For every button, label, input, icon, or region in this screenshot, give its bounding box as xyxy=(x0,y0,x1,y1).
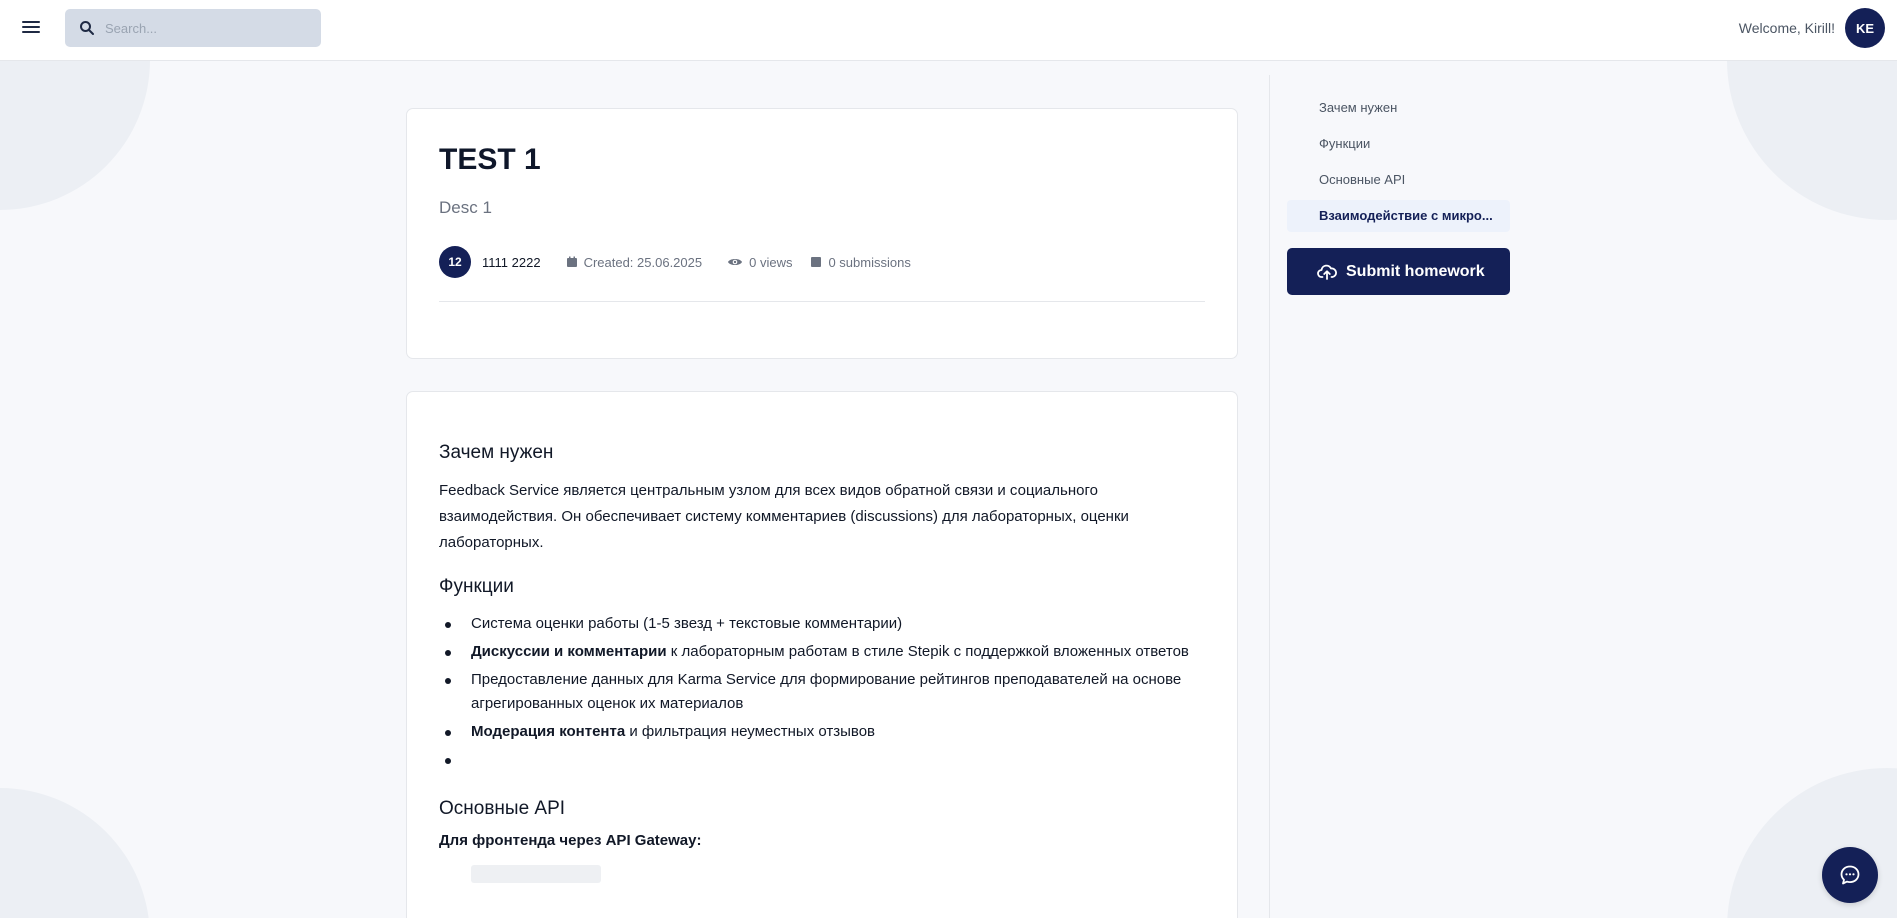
section-heading: Функции xyxy=(439,576,514,597)
author-name[interactable]: 1111 2222 xyxy=(482,254,541,270)
sidebar-divider xyxy=(1269,75,1270,918)
author-avatar[interactable]: 12 xyxy=(439,246,471,278)
background-decoration xyxy=(0,788,150,918)
assignment-content-card xyxy=(406,391,1238,918)
submissions-text: 0 submissions xyxy=(828,254,911,270)
search-input[interactable] xyxy=(105,9,311,47)
divider xyxy=(439,301,1205,302)
list-item xyxy=(439,748,1209,772)
api-code-row xyxy=(439,865,1209,885)
page-title: TEST 1 xyxy=(439,143,541,176)
toc-item-functions[interactable]: Функции xyxy=(1319,136,1371,151)
table-of-contents xyxy=(1287,92,1510,236)
toc-item-api[interactable]: Основные API xyxy=(1319,172,1406,187)
created-date-text: Created: 25.06.2025 xyxy=(583,254,703,270)
eye-icon xyxy=(727,256,743,268)
functions-list xyxy=(439,612,1209,772)
section-paragraph: Feedback Service является центральным узлом для всех видов обратной связи и социального взаимодействия. Он обеспечивает систему комментариев (discussions) для лабораторных, оценки лабораторных. xyxy=(439,482,1129,551)
views-text: 0 views xyxy=(749,254,793,270)
inline-code xyxy=(471,865,601,883)
list-item: Предоставление данных для Karma Service для формирование рейтингов преподавателей на основе агрегированных оценок их материалов xyxy=(439,668,1209,716)
submit-homework-button[interactable] xyxy=(1287,248,1510,295)
chat-button[interactable] xyxy=(1822,847,1878,903)
background-decoration xyxy=(1727,768,1897,918)
section-heading: Зачем нужен xyxy=(439,442,554,463)
search-icon xyxy=(79,20,95,36)
list-item: Система оценки работы (1-5 звезд + текстовые комментарии) xyxy=(439,612,1209,636)
submit-homework-label: Submit homework xyxy=(1346,262,1485,280)
menu-icon[interactable] xyxy=(20,18,42,38)
toc-item-interaction[interactable]: Взаимодействие с микро... xyxy=(1287,200,1510,232)
section-heading: Основные API xyxy=(439,798,566,819)
created-date xyxy=(566,255,703,270)
list-item: Модерация контента и фильтрация неуместных отзывов xyxy=(439,720,1209,744)
api-subtitle: Для фронтенда через API Gateway: xyxy=(439,832,702,849)
assignment-header-card xyxy=(406,108,1238,359)
search-box[interactable] xyxy=(65,9,321,47)
welcome-text: Welcome, Kirill! xyxy=(1738,20,1835,36)
submissions-count xyxy=(810,255,910,270)
document-icon xyxy=(810,256,822,268)
list-item: Дискуссии и комментарии к лабораторным работам в стиле Stepik с поддержкой вложенных ответов xyxy=(439,640,1209,664)
content-body xyxy=(439,442,1209,885)
assignment-description: Desc 1 xyxy=(439,198,492,217)
calendar-icon xyxy=(566,256,578,268)
toc-item-why[interactable]: Зачем нужен xyxy=(1319,100,1398,115)
user-avatar[interactable]: KE xyxy=(1845,8,1885,48)
views-count xyxy=(727,255,792,270)
cloud-upload-icon xyxy=(1317,262,1337,282)
chat-bubble-icon xyxy=(1838,863,1862,887)
assignment-meta xyxy=(439,246,911,278)
top-bar xyxy=(0,0,1897,61)
